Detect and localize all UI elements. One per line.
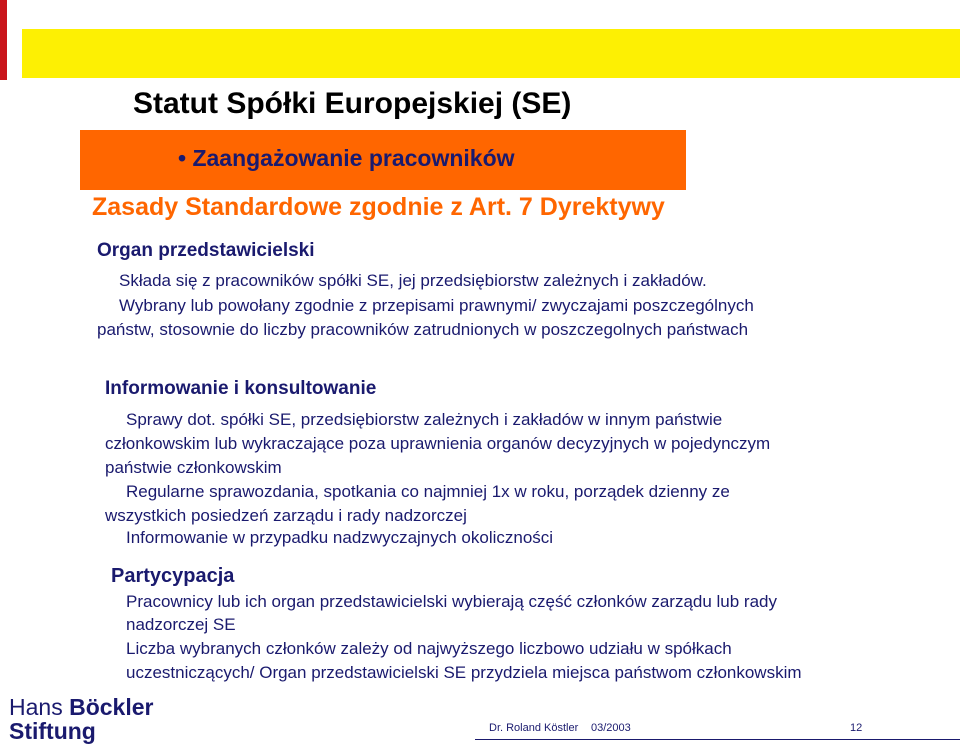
section-text-line: Sprawy dot. spółki SE, przedsiębiorstw zależnych i zakładów w innym państwie bbox=[126, 410, 723, 429]
orange-highlight-box bbox=[80, 130, 686, 190]
section-text-line: Wybrany lub powołany zgodnie z przepisami prawnymi/ zwyczajami poszczególnych bbox=[119, 296, 754, 315]
section-text-line: nadzorczej SE bbox=[126, 615, 236, 634]
section-text-line: uczestniczących/ Organ przedstawicielski SE przydziela miejsca państwom członkowskim bbox=[126, 663, 802, 682]
slide-subtitle: Zasady Standardowe zgodnie z Art. 7 Dyrektywy bbox=[92, 193, 665, 221]
slide-title: Statut Spółki Europejskiej (SE) bbox=[133, 87, 572, 120]
topic-bullet: • Zaangażowanie pracowników bbox=[178, 145, 515, 171]
footer-divider bbox=[475, 739, 960, 740]
section-heading-informowanie: Informowanie i konsultowanie bbox=[105, 378, 377, 399]
hans-boeckler-stiftung-logo bbox=[9, 695, 153, 743]
logo-word-boeckler: Böckler bbox=[69, 694, 154, 720]
footer-page-number: 12 bbox=[850, 722, 863, 734]
section-text-line: Regularne sprawozdania, spotkania co najmniej 1x w roku, porządek dzienny ze bbox=[126, 482, 730, 501]
section-text-line: państw, stosownie do liczby pracowników zatrudnionych w poszczegolnych państwach bbox=[97, 320, 749, 339]
red-accent-bar bbox=[0, 0, 7, 80]
section-text-line: Pracownicy lub ich organ przedstawicielski wybierają część członków zarządu lub rady bbox=[126, 592, 778, 611]
section-heading-organ: Organ przedstawicielski bbox=[97, 240, 315, 261]
section-text-line: Składa się z pracowników spółki SE, jej przedsiębiorstw zależnych i zakładów. bbox=[119, 271, 707, 290]
footer-author: Dr. Roland Köstler bbox=[489, 722, 579, 734]
section-text-line: Informowanie w przypadku nadzwyczajnych okoliczności bbox=[126, 528, 554, 547]
yellow-header-band bbox=[22, 29, 960, 78]
section-text-line: wszystkich posiedzeń zarządu i rady nadzorczej bbox=[105, 506, 467, 525]
section-text-line: Liczba wybranych członków zależy od najwyższego liczbowo udziału w spółkach bbox=[126, 639, 732, 658]
footer-date: 03/2003 bbox=[591, 722, 631, 734]
logo-word-hans: Hans bbox=[9, 694, 63, 720]
section-heading-partycypacja: Partycypacja bbox=[111, 565, 235, 587]
section-text-line: członkowskim lub wykraczające poza uprawnienia organów decyzyjnych w pojedynczym bbox=[105, 434, 771, 453]
section-text-line: państwie członkowskim bbox=[105, 458, 282, 477]
logo-word-stiftung: Stiftung bbox=[9, 718, 96, 744]
